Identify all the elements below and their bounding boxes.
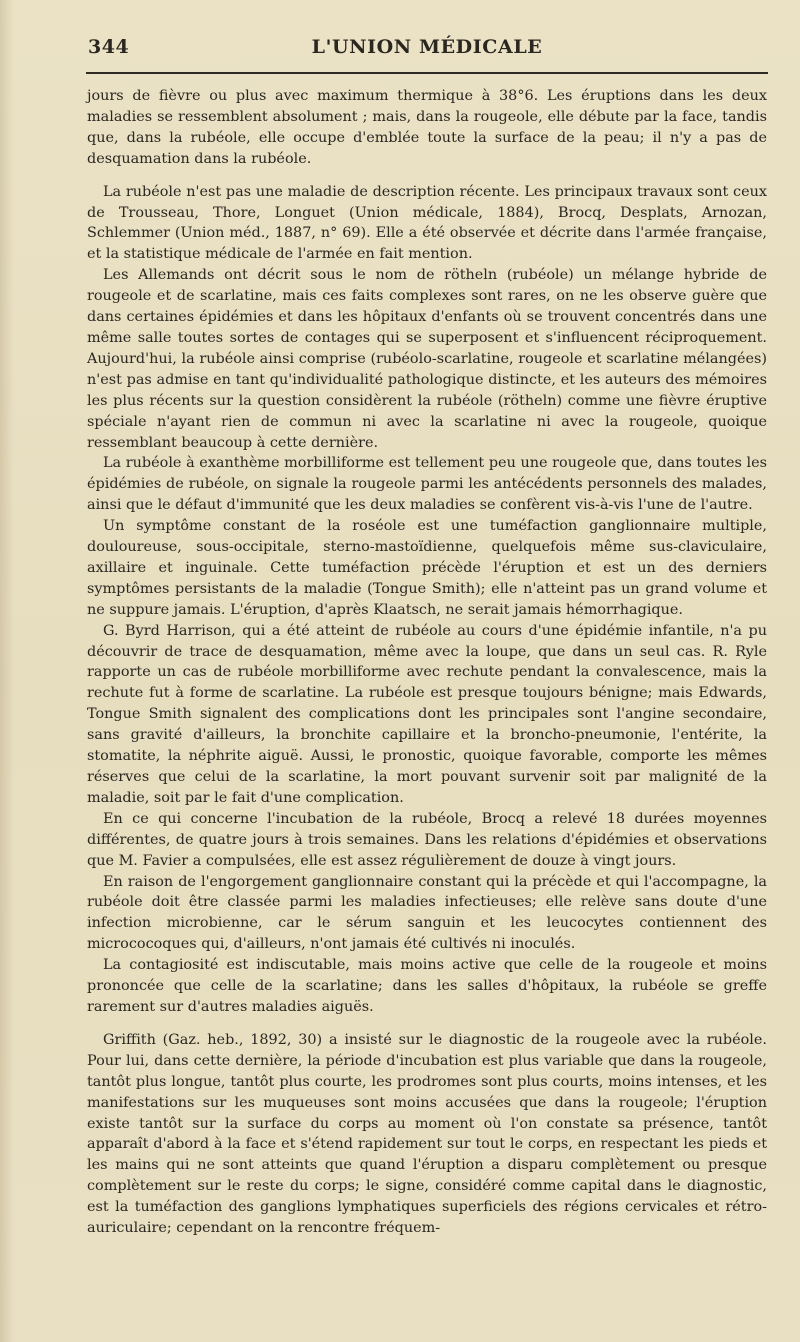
paragraph-10: Griffith (Gaz. heb., 1892, 30) a insisté sur le diagnostic de la rougeole avec la rubéole. Pour lui, dans cette dernière, la période d'incubation est plus variable que dans la rougeole, tantôt plus longue, tantôt plus courte, les prodromes sont plus courts, moins intenses, et les manifestations sur les muqueuses sont moins accusées que dans la rougeole; l'éruption existe tantôt sur la surface du corps au moment où l'on constate sa présence, tantôt apparaît d'abord à la face et s'étend rapidement sur tout le corps, en respectant les pieds et les mains qui ne sont atteints que quand l'éruption a disparu complètement ou presque complètement sur le reste du corps; le signe, considéré comme capital dans le diagnostic, est la tuméfaction des ganglions lymphatiques superficiels des régions cervicales et rétro-auriculaire; cependant on la rencontre fréquem-	[87, 1031, 767, 1237]
page-header	[88, 36, 766, 64]
article-body	[87, 86, 767, 1239]
page-number: 344	[88, 36, 130, 58]
paragraph-4: La rubéole à exanthème morbilliforme est tellement peu une rougeole que, dans toutes les épidémies de rubéole, on signale la rougeole parmi les antécédents personnels des malades, ainsi que le défaut d'immunité que les deux maladies se confèrent vis-à-vis l'une de l'autre.	[87, 455, 767, 514]
paragraph-2: La rubéole n'est pas une maladie de description récente. Les principaux travaux sont ceux de Trousseau, Thore, Longuet (Union médicale, 1884), Brocq, Desplats, Arnozan, Schlemmer (Union méd., 1887, n° 69). Elle a été observée et décrite dans l'armée française, et la statistique médicale de l'armée en fait mention.	[87, 183, 767, 263]
paragraph-5: Un symptôme constant de la roséole est une tuméfaction ganglionnaire multiple, douloureuse, sous-occipitale, sterno-mastoïdienne, quelquefois même sus-claviculaire, axillaire et inguinale. Cette tuméfaction précède l'éruption et est un des derniers symptômes persistants de la maladie (Tongue Smith); elle n'atteint pas un grand volume et ne suppure jamais. L'éruption, d'après Klaatsch, ne serait jamais hémorrhagique.	[87, 518, 767, 618]
paragraph-8: En raison de l'engorgement ganglionnaire constant qui la précède et qui l'accompagne, la rubéole doit être classée parmi les maladies infectieuses; elle relève sans doute d'une infection microbienne, car le sérum sanguin et les leucocytes contiennent des micrococoques qui, d'ailleurs, n'ont jamais été cultivés ni inoculés.	[87, 873, 767, 953]
header-rule	[86, 72, 768, 74]
paragraph-1: jours de fièvre ou plus avec maximum thermique à 38°6. Les éruptions dans les deux maladies se ressemblent absolument ; mais, dans la rougeole, elle débute par la face, tandis que, dans la rubéole, elle occupe d'emblée toute la surface de la peau; il n'y a pas de desquamation dans la rubéole.	[87, 88, 767, 167]
paragraph-7: En ce qui concerne l'incubation de la rubéole, Brocq a relevé 18 durées moyennes différentes, de quatre jours à trois semaines. Dans les relations d'épidémies et observations que M. Favier a compulsées, elle est assez régulièrement de douze à vingt jours.	[87, 810, 767, 869]
paragraph-9: La contagiosité est indiscutable, mais moins active que celle de la rougeole et moins prononcée que celle de la scarlatine; dans les salles d'hôpitaux, la rubéole se greffe rarement sur d'autres maladies aiguës.	[87, 957, 767, 1015]
paragraph-6: G. Byrd Harrison, qui a été atteint de rubéole au cours d'une épidémie infantile, n'a pu découvrir de trace de desquamation, même avec la loupe, que dans un seul cas. R. Ryle rapporte un cas de rubéole morbilliforme avec rechute pendant la convalescence, mais la rechute fut à forme de scarlatine. La rubéole est presque toujours bénigne; mais Edwards, Tongue Smith signalent des complications dont les principales sont l'angine secondaire, sans gravité d'ailleurs, la bronchite capillaire et la broncho-pneumonie, l'entérite, la stomatite, la néphrite aiguë. Aussi, le pronostic, quoique favorable, comporte les mêmes réserves que celui de la scarlatine, la mort pouvant survenir soit par malignité de la maladie, soit par le fait d'une complication.	[87, 622, 767, 806]
paragraph-3: Les Allemands ont décrit sous le nom de rötheln (rubéole) un mélange hybride de rougeole et de scarlatine, mais ces faits complexes sont rares, on ne les observe guère que dans certaines épidémies et dans les hôpitaux d'enfants où se trouvent concentrés dans une même salle toutes sortes de contages qui se superposent et s'influencent réciproquement. Aujourd'hui, la rubéole ainsi comprise (rubéolo-scarlatine, rougeole et scarlatine mélangées) n'est pas admise en tant qu'individualité pathologique distincte, et les auteurs des mémoires les plus récents sur la question considèrent la rubéole (rötheln) comme une fièvre éruptive spéciale n'ayant rien de commun ni avec la scarlatine ni avec la rougeole, quoique ressemblant beaucoup à cette dernière.	[87, 267, 767, 451]
running-title: L'UNION MÉDICALE	[311, 36, 543, 58]
